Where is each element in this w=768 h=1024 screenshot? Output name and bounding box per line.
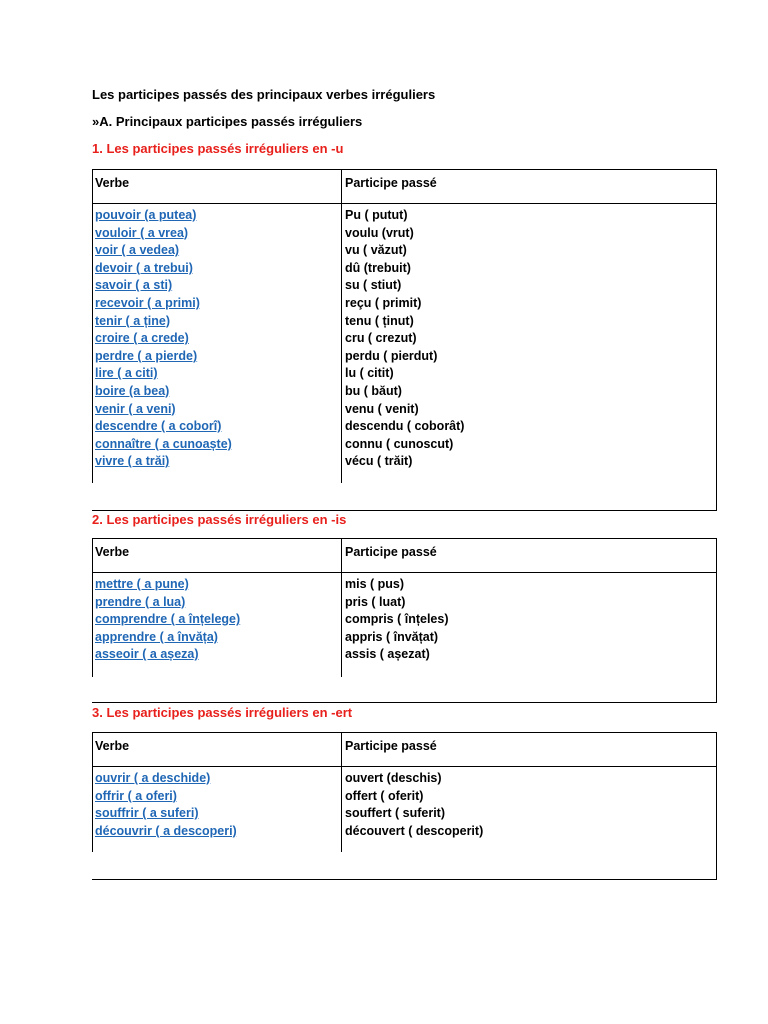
table-row <box>92 771 717 789</box>
participle-text: assis ( așezat) <box>345 647 430 662</box>
participle-text: pris ( luat) <box>345 594 406 609</box>
participle-text: vécu ( trăit) <box>345 454 413 469</box>
table-rows <box>92 208 717 472</box>
table-row <box>92 296 717 314</box>
column-header-participe: Participe passé <box>345 176 437 190</box>
verb-link[interactable]: voir ( a vedea) <box>95 243 180 258</box>
table-row <box>92 595 717 613</box>
verb-link[interactable]: souffrir ( a suferi) <box>95 806 199 821</box>
participle-text: vu ( văzut) <box>345 243 407 258</box>
verb-link[interactable]: asseoir ( a așeza) <box>95 647 199 662</box>
participle-text: appris ( învățat) <box>345 629 439 644</box>
table-row <box>92 384 717 402</box>
verb-link[interactable]: tenir ( a ține) <box>95 313 171 328</box>
table-row <box>92 402 717 420</box>
participle-text: découvert ( descoperit) <box>345 823 484 838</box>
table-row <box>92 243 717 261</box>
verb-link[interactable]: découvrir ( a descoperi) <box>95 823 237 838</box>
verb-link[interactable]: croire ( a crede) <box>95 331 189 346</box>
participle-text: mis ( pus) <box>345 577 405 591</box>
verb-link[interactable]: vivre ( a trăi) <box>95 454 170 469</box>
participle-text: venu ( venit) <box>345 401 419 416</box>
table-row <box>92 331 717 349</box>
document-subtitle: »A. Principaux participes passés irréguliers <box>92 114 363 129</box>
table-row <box>92 278 717 296</box>
verb-link[interactable]: offrir ( a oferi) <box>95 788 177 803</box>
participle-text: lu ( citit) <box>345 366 394 381</box>
verb-link[interactable]: pouvoir (a putea) <box>95 208 197 222</box>
verb-link[interactable]: devoir ( a trebui) <box>95 260 193 275</box>
column-header-participe: Participe passé <box>345 545 437 559</box>
table-row <box>92 806 717 824</box>
participle-text: connu ( cunoscut) <box>345 436 454 451</box>
verb-link[interactable]: mettre ( a pune) <box>95 577 189 591</box>
verb-link[interactable]: descendre ( a coborî) <box>95 419 222 434</box>
participle-text: voulu (vrut) <box>345 225 414 240</box>
column-header-verbe: Verbe <box>95 545 130 559</box>
participle-text: reçu ( primit) <box>345 295 422 310</box>
verb-link[interactable]: ouvrir ( a deschide) <box>95 771 211 785</box>
section-1-heading: 1. Les participes passés irréguliers en -u <box>92 141 344 156</box>
table-row <box>92 647 717 665</box>
section-2-table <box>92 538 717 703</box>
table-row <box>92 419 717 437</box>
table-row <box>92 454 717 472</box>
table-row <box>92 824 717 842</box>
participle-text: bu ( băut) <box>345 383 402 398</box>
verb-link[interactable]: savoir ( a sti) <box>95 278 173 293</box>
column-header-verbe: Verbe <box>95 176 130 190</box>
participle-text: su ( stiut) <box>345 278 402 293</box>
verb-link[interactable]: lire ( a citi) <box>95 366 158 381</box>
participle-text: Pu ( putut) <box>345 208 408 222</box>
participle-text: offert ( oferit) <box>345 788 424 803</box>
verb-link[interactable]: boire (a bea) <box>95 383 170 398</box>
section-3-table <box>92 732 717 880</box>
section-3-heading: 3. Les participes passés irréguliers en -ert <box>92 705 353 720</box>
participle-text: tenu ( ținut) <box>345 313 414 328</box>
verb-link[interactable]: comprendre ( a înțelege) <box>95 612 241 627</box>
table-row <box>92 349 717 367</box>
column-header-participe: Participe passé <box>345 739 437 753</box>
section-2-heading: 2. Les participes passés irréguliers en -is <box>92 512 347 527</box>
verb-link[interactable]: perdre ( a pierde) <box>95 348 198 363</box>
verb-link[interactable]: vouloir ( a vrea) <box>95 225 189 240</box>
table-row <box>92 612 717 630</box>
section-1-table <box>92 169 717 511</box>
verb-link[interactable]: connaître ( a cunoaște) <box>95 436 232 451</box>
participle-text: souffert ( suferit) <box>345 806 445 821</box>
participle-text: descendu ( coborât) <box>345 419 465 434</box>
table-row <box>92 789 717 807</box>
table-row <box>92 437 717 455</box>
participle-text: dû (trebuit) <box>345 260 411 275</box>
verb-link[interactable]: recevoir ( a primi) <box>95 295 200 310</box>
table-row <box>92 261 717 279</box>
participle-text: compris ( înțeles) <box>345 612 449 627</box>
column-header-verbe: Verbe <box>95 739 130 753</box>
participle-text: cru ( crezut) <box>345 331 417 346</box>
participle-text: perdu ( pierdut) <box>345 348 438 363</box>
participle-text: ouvert (deschis) <box>345 771 442 785</box>
table-row <box>92 366 717 384</box>
table-row <box>92 577 717 595</box>
table-row <box>92 630 717 648</box>
table-rows <box>92 577 717 665</box>
verb-link[interactable]: apprendre ( a învăța) <box>95 629 218 644</box>
table-rows <box>92 771 717 841</box>
table-row <box>92 226 717 244</box>
table-row <box>92 208 717 226</box>
table-row <box>92 314 717 332</box>
document-title: Les participes passés des principaux verbes irréguliers <box>92 87 436 102</box>
verb-link[interactable]: venir ( a veni) <box>95 401 176 416</box>
verb-link[interactable]: prendre ( a lua) <box>95 594 186 609</box>
